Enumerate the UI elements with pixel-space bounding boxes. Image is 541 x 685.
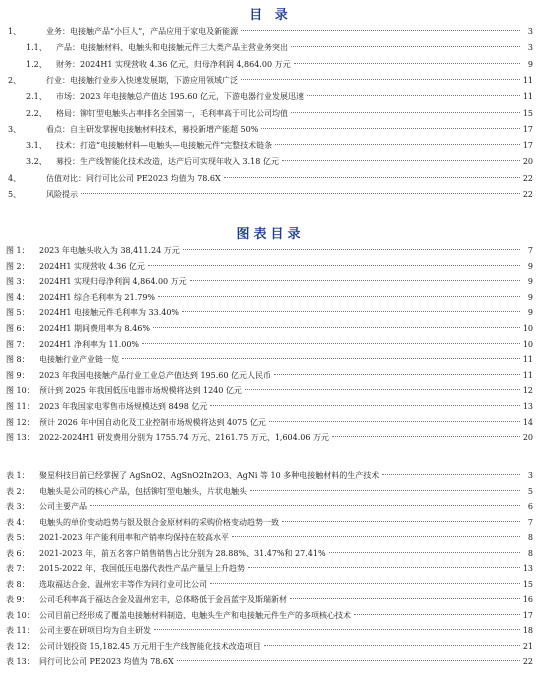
toc-entry[interactable] bbox=[8, 173, 533, 185]
table-entry-title: 公司主要产品 bbox=[39, 502, 87, 511]
figure-entry-number: 图 11： bbox=[6, 402, 35, 411]
toc-entry-number: 1.2、 bbox=[26, 59, 47, 69]
figure-entry-number: 图 7： bbox=[6, 339, 30, 349]
table-entry[interactable] bbox=[6, 641, 533, 653]
dot-leader bbox=[224, 177, 520, 178]
figure-entry[interactable] bbox=[6, 292, 533, 304]
figure-entry-number: 图 2： bbox=[6, 261, 30, 271]
figure-entry-page-number: 14 bbox=[522, 417, 533, 427]
toc-entry-number: 3.1、 bbox=[26, 141, 47, 151]
figure-entry-page-number: 9 bbox=[527, 308, 533, 318]
table-entry-page-number: 3 bbox=[527, 471, 533, 480]
figure-entry-number: 图 9： bbox=[6, 370, 30, 380]
figure-entry-page-number: 10 bbox=[522, 339, 533, 349]
table-entry-title: 选取福达合金、温州宏丰等作为同行业可比公司 bbox=[39, 579, 207, 589]
table-entry-title: 公司计划投资 15,182.45 万元用于生产线智能化技术改造项目 bbox=[39, 641, 261, 651]
figure-entry[interactable] bbox=[6, 339, 533, 351]
table-entry-page-number: 5 bbox=[527, 486, 533, 496]
dot-leader bbox=[307, 95, 520, 96]
table-entry-page-number: 21 bbox=[522, 641, 533, 651]
table-entry-number: 表 5： bbox=[6, 533, 30, 542]
dot-leader bbox=[241, 79, 520, 80]
dot-leader bbox=[354, 614, 520, 615]
figure-entry-page-number: 20 bbox=[522, 433, 533, 443]
dot-leader bbox=[250, 490, 520, 491]
figure-entry-page-number: 9 bbox=[527, 261, 533, 271]
table-entry[interactable] bbox=[6, 486, 533, 498]
table-entry[interactable] bbox=[6, 501, 533, 513]
dot-leader bbox=[190, 280, 520, 281]
figure-entry-number: 图 4： bbox=[6, 292, 30, 302]
figure-entry-title: 2024H1 实现归母净利润 4,864.00 万元 bbox=[39, 277, 187, 287]
toc-entry[interactable] bbox=[26, 91, 533, 103]
dot-leader bbox=[291, 46, 520, 47]
table-entry-number: 表 12： bbox=[6, 641, 35, 651]
figure-entry[interactable] bbox=[6, 432, 533, 444]
dot-leader bbox=[291, 112, 520, 113]
figure-entry[interactable] bbox=[6, 307, 533, 319]
figure-entry-page-number: 9 bbox=[527, 292, 533, 302]
dot-leader bbox=[210, 405, 519, 406]
toc-entry-title: 估值对比：同行可比公司 PE2023 均值为 78.6X bbox=[46, 173, 221, 183]
toc-entry-page-number: 3 bbox=[527, 43, 533, 53]
table-entry-number: 表 1： bbox=[6, 471, 30, 480]
figure-entry-title: 2023 年我国电接触产品行业工业总产值达到 195.60 亿元人民币 bbox=[39, 370, 271, 380]
toc-entry-page-number: 17 bbox=[522, 141, 533, 151]
table-entry-title: 2021-2023 年产能利用率和产销率均保持在较高水平 bbox=[39, 533, 229, 542]
table-entry-page-number: 8 bbox=[527, 548, 533, 558]
dot-leader bbox=[264, 645, 520, 646]
table-entry-page-number: 8 bbox=[527, 533, 533, 542]
table-entry[interactable] bbox=[6, 470, 533, 482]
toc-entry-number: 2、 bbox=[8, 75, 22, 85]
dot-leader bbox=[332, 436, 520, 437]
figure-entry-title: 2024H1 净利率为 11.00% bbox=[39, 339, 140, 349]
table-entry[interactable] bbox=[6, 579, 533, 591]
table-entry-title: 电触头的单价变动趋势与银及银合金原材料的采购价格变动趋势一致 bbox=[39, 517, 279, 527]
table-entry-number: 表 7： bbox=[6, 564, 30, 573]
dot-leader bbox=[290, 598, 520, 599]
table-entry[interactable] bbox=[6, 656, 533, 668]
figure-entry[interactable] bbox=[6, 354, 533, 366]
figure-entry[interactable] bbox=[6, 261, 533, 273]
dot-leader bbox=[183, 249, 520, 250]
toc-entry-number: 5、 bbox=[8, 190, 22, 199]
table-entry-page-number: 22 bbox=[522, 657, 533, 666]
toc-entry-title: 行业：电接触行业步入快速发展期，下游应用领域广泛 bbox=[46, 75, 238, 85]
toc-entry-number: 3、 bbox=[8, 124, 22, 134]
table-entry-page-number: 16 bbox=[522, 595, 533, 604]
table-entry[interactable] bbox=[6, 563, 533, 575]
figure-entry[interactable] bbox=[6, 323, 533, 335]
table-entry-number: 表 8： bbox=[6, 579, 30, 589]
dot-leader bbox=[153, 327, 520, 328]
toc-entry[interactable] bbox=[8, 26, 533, 38]
toc-entry-page-number: 20 bbox=[522, 157, 533, 167]
table-entry-title: 公司主要在研项目均为自主研发 bbox=[39, 626, 151, 635]
dot-leader bbox=[241, 30, 520, 31]
table-entry[interactable] bbox=[6, 594, 533, 606]
dot-leader bbox=[154, 629, 520, 630]
dot-leader bbox=[294, 63, 520, 64]
table-entry[interactable] bbox=[6, 610, 533, 622]
toc-entry-number: 2.1、 bbox=[26, 92, 47, 102]
table-entry[interactable] bbox=[6, 517, 533, 529]
dot-leader bbox=[275, 144, 520, 145]
table-entry-page-number: 13 bbox=[522, 564, 533, 573]
dot-leader bbox=[282, 521, 520, 522]
dot-leader bbox=[282, 160, 520, 161]
figure-entry-title: 预计到 2025 年我国低压电器市场规模将达到 1240 亿元 bbox=[39, 386, 242, 396]
figure-entry-title: 电接触行业产业链一览 bbox=[39, 355, 119, 365]
figure-entry-title: 2024H1 实现营收 4.36 亿元 bbox=[39, 261, 145, 271]
figure-entry[interactable] bbox=[6, 276, 533, 288]
dot-leader bbox=[81, 193, 520, 194]
figure-entry-title: 2023 年电触头收入为 38,411.24 万元 bbox=[39, 246, 180, 255]
toc-entry-number: 4、 bbox=[8, 173, 22, 183]
figure-entry-page-number: 7 bbox=[527, 246, 533, 255]
table-entry-title: 2021-2023 年，前五名客户销售销售占比分别为 28.88%、31.47%和 27.41% bbox=[39, 548, 326, 558]
toc-entry-title: 募投：生产线智能化技术改造，达产后可实现年收入 3.18 亿元 bbox=[56, 157, 279, 167]
table-entry-number: 表 13： bbox=[6, 657, 35, 666]
toc-entry[interactable] bbox=[26, 108, 533, 120]
table-entry-number: 表 10： bbox=[6, 610, 35, 620]
toc-title: 目 录 bbox=[249, 8, 292, 23]
figure-entry-number: 图 13： bbox=[6, 433, 35, 443]
table-entry[interactable] bbox=[6, 625, 533, 637]
toc-entry[interactable] bbox=[26, 140, 533, 152]
toc-entry[interactable] bbox=[8, 124, 533, 136]
figure-entry[interactable] bbox=[6, 370, 533, 382]
toc-entry-number: 3.2、 bbox=[26, 157, 47, 167]
figure-entry-page-number: 13 bbox=[522, 402, 533, 411]
figure-entry[interactable] bbox=[6, 417, 533, 429]
table-entry-page-number: 7 bbox=[527, 517, 533, 527]
figure-entry-number: 图 5： bbox=[6, 308, 30, 318]
toc-entry-title: 产品：电接触材料、电触头和电接触元件三大类产品主营业务突出 bbox=[56, 43, 288, 53]
toc-entry[interactable] bbox=[26, 59, 533, 71]
dot-leader bbox=[248, 567, 520, 568]
toc-entry-page-number: 22 bbox=[522, 190, 533, 199]
dot-leader bbox=[142, 343, 520, 344]
figure-entry-page-number: 9 bbox=[527, 277, 533, 287]
figure-entry-number: 图 6： bbox=[6, 324, 30, 333]
toc-entry-title: 业务：电接触产品“小巨人”，产品应用于家电及新能源 bbox=[46, 27, 239, 36]
table-entry-number: 表 3： bbox=[6, 502, 30, 511]
dot-leader bbox=[158, 296, 520, 297]
figures-title: 图表目录 bbox=[236, 227, 305, 242]
dot-leader bbox=[182, 311, 520, 312]
dot-leader bbox=[269, 421, 520, 422]
dot-leader bbox=[382, 474, 520, 475]
dot-leader bbox=[148, 265, 520, 266]
figure-entry[interactable] bbox=[6, 401, 533, 413]
table-entry-title: 公司目前已经形成了覆盖电接触材料制造、电触头生产和电接触元件生产的多项核心技术 bbox=[39, 610, 351, 620]
table-entry-number: 表 4： bbox=[6, 517, 30, 527]
toc-entry[interactable] bbox=[26, 156, 533, 168]
figure-entry-title: 2024H1 电接触元件毛利率为 33.40% bbox=[39, 308, 180, 318]
toc-entry-title: 财务：2024H1 实现营收 4.36 亿元，归母净利润 4,864.00 万元 bbox=[56, 59, 291, 69]
table-entry-page-number: 6 bbox=[527, 502, 533, 511]
figure-entry-number: 图 8： bbox=[6, 355, 30, 365]
dot-leader bbox=[122, 358, 520, 359]
table-entry-number: 表 11： bbox=[6, 626, 35, 635]
figure-entry-number: 图 10： bbox=[6, 386, 35, 396]
figure-entry-page-number: 11 bbox=[522, 355, 533, 365]
toc-entry-title: 技术：打造“电接触材料—电触头—电接触元件”完整技术链条 bbox=[56, 141, 273, 151]
dot-leader bbox=[210, 583, 520, 584]
table-entry-title: 聚星科技目前已经掌握了 AgSnO2、AgSnO2In2O3、AgNi 等 10 多种电接触材料的生产技术 bbox=[39, 471, 380, 480]
table-entry[interactable] bbox=[6, 548, 533, 560]
table-entry-title: 同行可比公司 PE2023 均值为 78.6X bbox=[39, 657, 174, 666]
figure-entry-title: 2024H1 综合毛利率为 21.79% bbox=[39, 292, 156, 302]
toc-entry-page-number: 9 bbox=[527, 59, 533, 69]
table-entry-page-number: 15 bbox=[522, 579, 533, 589]
figure-entry-page-number: 10 bbox=[522, 324, 533, 333]
table-entry-page-number: 17 bbox=[522, 610, 533, 620]
figure-entry-title: 2022-2024H1 研发费用分别为 1755.74 万元、2161.75 万元、1,604.06 万元 bbox=[39, 433, 329, 443]
figure-entry-number: 图 1： bbox=[6, 246, 30, 255]
table-entry-number: 表 9： bbox=[6, 595, 30, 604]
toc-entry-number: 1、 bbox=[8, 27, 22, 36]
dot-leader bbox=[274, 374, 520, 375]
toc-entry-title: 风险提示 bbox=[46, 190, 78, 199]
toc-entry-number: 1.1、 bbox=[26, 43, 47, 53]
figure-entry-title: 2023 年我国家电零售市场规模达到 8498 亿元 bbox=[39, 402, 208, 411]
dot-leader bbox=[245, 389, 520, 390]
dot-leader bbox=[329, 552, 520, 553]
dot-leader bbox=[232, 536, 520, 537]
toc-entry-page-number: 11 bbox=[522, 75, 533, 85]
dot-leader bbox=[90, 505, 520, 506]
toc-entry-page-number: 11 bbox=[522, 92, 533, 102]
toc-entry-page-number: 22 bbox=[522, 173, 533, 183]
toc-entry-page-number: 15 bbox=[522, 108, 533, 118]
toc-entry-page-number: 3 bbox=[527, 27, 533, 36]
toc-entry-number: 2.2、 bbox=[26, 108, 47, 118]
figure-entry[interactable] bbox=[6, 245, 533, 257]
toc-entry-title: 格局：铆钉型电触头占率排名全国第一，毛利率高于可比公司均值 bbox=[56, 108, 288, 118]
table-entry-page-number: 18 bbox=[522, 626, 533, 635]
toc-entry[interactable] bbox=[8, 75, 533, 87]
dot-leader bbox=[261, 128, 519, 129]
figure-entry-page-number: 12 bbox=[522, 386, 533, 396]
dot-leader bbox=[177, 660, 520, 661]
figure-entry-number: 图 3： bbox=[6, 277, 30, 287]
table-entry[interactable] bbox=[6, 532, 533, 544]
figure-entry-page-number: 11 bbox=[522, 370, 533, 380]
table-entry-title: 电触头是公司的核心产品，包括铆钉型电触头，片状电触头 bbox=[39, 486, 247, 496]
figure-entry-title: 2024H1 期间费用率为 8.46% bbox=[39, 324, 150, 333]
table-entry-title: 公司毛利率高于福达合金及温州宏丰，总体略低于金昌蓝宇及斯瑞新材 bbox=[39, 595, 287, 604]
toc-entry[interactable] bbox=[8, 189, 533, 201]
table-entry-number: 表 2： bbox=[6, 486, 30, 496]
toc-entry-page-number: 17 bbox=[522, 124, 533, 134]
toc-entry[interactable] bbox=[26, 42, 533, 54]
table-entry-number: 表 6： bbox=[6, 548, 30, 558]
table-entry-title: 2015-2022 年，我国低压电器代表性产品产量呈上升趋势 bbox=[39, 564, 245, 573]
figure-entry[interactable] bbox=[6, 385, 533, 397]
figure-entry-title: 预计 2026 年中国自动化及工业控制市场规模将达到 4075 亿元 bbox=[39, 417, 266, 427]
figure-entry-number: 图 12： bbox=[6, 417, 35, 427]
toc-entry-title: 市场：2023 年电接触总产值达 195.60 亿元，下游电器行业发展迅速 bbox=[56, 92, 304, 102]
toc-entry-title: 看点：自主研发掌握电接触材料技术，募投新增产能超 50% bbox=[46, 124, 259, 134]
